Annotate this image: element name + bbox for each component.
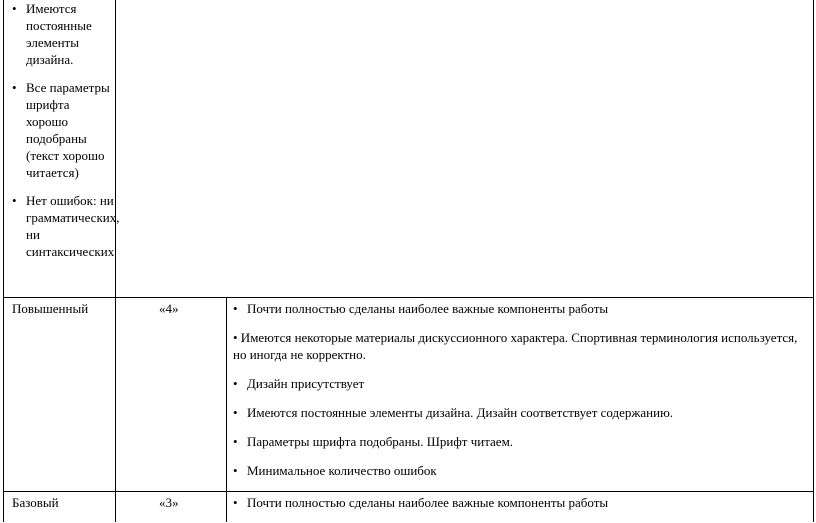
level-label: Базовый [12,495,59,510]
level-label: Повышенный [12,301,89,316]
top-row-criteria [12,0,120,271]
criterion-text: Минимальное количество ошибок [247,463,437,478]
table-border-col1 [115,0,116,522]
criterion-item [233,404,803,421]
criterion-text: Дизайн присутствует [247,376,365,391]
criterion-item [233,494,803,511]
bullet-icon: • [12,193,17,208]
table-border-left [3,0,4,522]
criterion-text: Имеются постоянные элементы дизайна. [26,1,92,67]
table-border-right [813,0,814,522]
table-border-col2 [226,297,227,522]
bullet-icon: • [233,376,238,391]
bullet-icon: • [233,301,238,316]
criterion-text: Параметры шрифта подобраны. Шрифт читаем. [247,434,514,449]
criterion-item [12,79,114,181]
row-divider-1 [3,297,814,298]
bullet-icon: • [12,80,17,95]
criterion-item [12,192,120,260]
criterion-item [233,433,803,450]
criterion-item [233,300,803,317]
criterion-text: Почти полностью сделаны наиболее важные компоненты работы [247,301,609,316]
bullet-icon: • [233,434,238,449]
bullet-icon: • [12,1,17,16]
bullet-icon: • [233,495,238,510]
criterion-item [233,462,803,479]
bullet-icon: • [233,463,238,478]
criterion-text: • Имеются некоторые материалы дискуссионного характера. Спортивная терминология используется, но иногда не корректно. [233,330,798,362]
row-criteria [233,300,803,491]
criterion-text: Почти полностью сделаны наиболее важные компоненты работы [247,495,609,510]
row-divider-2 [3,491,814,492]
row-criteria [233,494,803,523]
bullet-icon: • [233,405,238,420]
criterion-text: Все параметры шрифта хорошо подобраны (текст хорошо читается) [26,80,110,180]
criterion-item [233,375,803,392]
grade-label: «4» [159,301,179,316]
grade-label: «3» [159,495,179,510]
criterion-item [12,0,114,68]
criterion-text: Имеются постоянные элементы дизайна. Дизайн соответствует содержанию. [247,405,674,420]
criterion-text: Нет ошибок: ни грамматических, ни синтаксических [26,193,120,259]
